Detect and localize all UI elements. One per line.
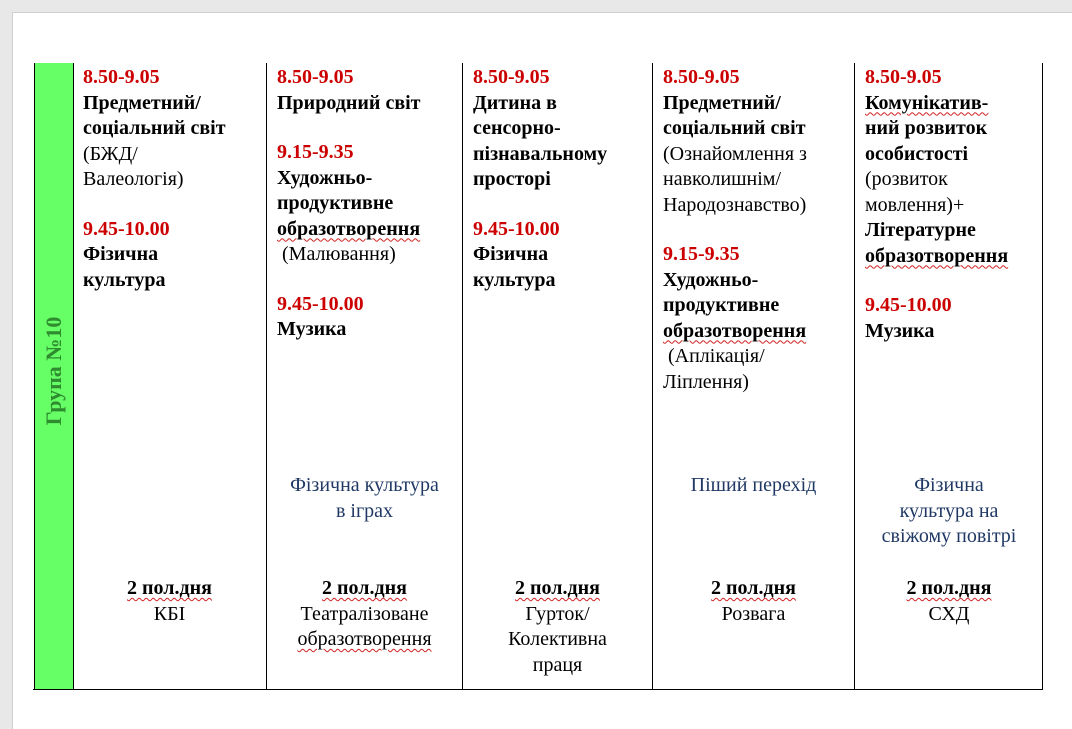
lesson-text: соціальний світ [83, 117, 226, 139]
afternoon-line: в іграх [335, 499, 394, 522]
half-day-activity [467, 627, 648, 653]
lesson-text: Дитина в [473, 91, 557, 114]
lesson-text: продуктивне [277, 192, 394, 214]
day-column-2 [267, 63, 462, 689]
lesson-text: Предметний/ [83, 91, 201, 114]
morning-lessons [663, 65, 850, 395]
second-half-day [467, 576, 648, 678]
half-day-label [859, 576, 1039, 602]
lesson-text: ний розвиток [865, 117, 988, 139]
lesson-note [83, 167, 262, 193]
second-half-day [859, 576, 1039, 627]
column-divider [652, 63, 653, 689]
lesson-text: (Ознайомлення з [663, 142, 807, 165]
lesson-text: просторі [473, 168, 551, 190]
lesson-subject [473, 268, 648, 294]
lesson-text: Музика [865, 319, 935, 342]
lesson-subject [277, 166, 458, 192]
lesson-text: Предметний/ [663, 91, 781, 114]
lesson-text: Ліплення) [663, 370, 749, 393]
lesson-text: (розвиток [865, 168, 948, 190]
lesson-subject [663, 293, 850, 319]
half-day-label [77, 576, 262, 602]
lesson-text: Літературне [865, 219, 976, 241]
column-divider [854, 63, 855, 689]
lesson-text: образотворення [865, 244, 1009, 267]
morning-lessons [83, 65, 262, 293]
lesson-note [277, 242, 458, 268]
half-day-activity [77, 602, 262, 628]
activity-text: праця [532, 653, 583, 676]
lesson-time: 8.50-9.05 [865, 66, 942, 88]
half-day-label [657, 576, 850, 602]
lesson-text: Фізична [473, 243, 549, 265]
afternoon-line: свіжому повітрі [881, 525, 1017, 547]
spacer [473, 193, 648, 217]
half-day-label [271, 576, 458, 602]
lesson-subject [83, 91, 262, 117]
afternoon-line: Фізична культура [290, 474, 439, 496]
lesson-subject [865, 319, 1039, 345]
lesson-text: Природний світ [277, 91, 421, 114]
spacer [83, 193, 262, 217]
lesson-subject [865, 91, 1039, 117]
column-divider [462, 63, 463, 689]
activity-text: КБІ [153, 602, 186, 625]
lesson-subject [663, 116, 850, 142]
lesson-subject [865, 116, 1039, 142]
spacer [277, 268, 458, 292]
lesson-text: (Малювання) [277, 243, 396, 265]
second-half-day [657, 576, 850, 627]
lesson-time: 8.50-9.05 [83, 66, 160, 88]
half-day-activity [657, 602, 850, 628]
activity-text: Колективна [508, 628, 607, 650]
second-half-day [77, 576, 262, 627]
half-day-text: 2 пол.дня [127, 577, 212, 599]
lesson-text: (БЖД/ [83, 142, 138, 165]
document-page [12, 12, 1072, 729]
afternoon-activity [271, 473, 458, 524]
half-day-activity [859, 602, 1039, 628]
half-day-activity [271, 602, 458, 628]
lesson-subject [277, 217, 458, 243]
lesson-text: особистості [865, 142, 969, 165]
lesson-subject [663, 268, 850, 294]
lesson-subject [277, 91, 458, 117]
afternoon-activity [657, 473, 850, 499]
spacer [277, 116, 458, 140]
lesson-note [865, 193, 1039, 219]
lesson-text: Художньо- [663, 268, 759, 291]
half-day-activity [467, 653, 648, 679]
lesson-text: соціальний світ [663, 117, 806, 139]
day-column-5 [855, 63, 1043, 689]
lesson-note [663, 193, 850, 219]
lesson-text: сенсорно- [473, 117, 561, 139]
morning-lessons [277, 65, 458, 343]
lesson-time: 8.50-9.05 [663, 66, 740, 88]
column-divider [266, 63, 267, 689]
lesson-note [663, 370, 850, 396]
afternoon-line: Піший перехід [690, 474, 817, 496]
lesson-text: культура [473, 268, 556, 291]
half-day-activity [467, 602, 648, 628]
day-column-4 [653, 63, 854, 689]
activity-text: образотворення [297, 628, 432, 650]
lesson-time: 9.45-10.00 [83, 217, 170, 240]
lesson-text: Художньо- [277, 166, 373, 189]
lesson-text: культура [83, 268, 166, 291]
lesson-text: продуктивне [663, 294, 780, 316]
lesson-time: 8.50-9.05 [473, 66, 550, 88]
lesson-subject [473, 116, 648, 142]
lesson-subject [83, 268, 262, 294]
lesson-subject [473, 91, 648, 117]
lesson-time: 9.15-9.35 [277, 141, 354, 163]
lesson-subject [663, 319, 850, 345]
column-divider [1042, 63, 1043, 689]
lesson-subject [663, 91, 850, 117]
lesson-note [663, 344, 850, 370]
activity-text: Розвага [721, 602, 786, 625]
spacer [663, 218, 850, 242]
lesson-time: 9.45-10.00 [473, 217, 560, 240]
lesson-subject [277, 317, 458, 343]
lesson-subject [83, 116, 262, 142]
morning-lessons [865, 65, 1039, 344]
spacer [865, 269, 1039, 293]
lesson-text: образотворення [663, 319, 807, 342]
day-column-1 [73, 63, 266, 689]
lesson-text: Народознавство) [663, 193, 807, 216]
activity-text: Театралізоване [300, 602, 429, 625]
activity-text: Гурток/ [525, 602, 590, 625]
lesson-subject [865, 142, 1039, 168]
lesson-time: 9.45-10.00 [277, 292, 364, 315]
lesson-text: Комунікатив- [865, 91, 989, 114]
afternoon-activity [859, 473, 1039, 550]
half-day-activity [271, 627, 458, 653]
half-day-text: 2 пол.дня [322, 577, 407, 599]
activity-text: СХД [928, 602, 970, 625]
half-day-text: 2 пол.дня [711, 577, 796, 599]
afternoon-line: культура на [899, 499, 999, 522]
lesson-subject [473, 167, 648, 193]
lesson-note [663, 167, 850, 193]
second-half-day [271, 576, 458, 653]
day-column-3 [463, 63, 652, 689]
lesson-subject [865, 218, 1039, 244]
lesson-subject [277, 191, 458, 217]
group-cell [34, 63, 74, 689]
lesson-note [663, 142, 850, 168]
lesson-time: 9.15-9.35 [663, 243, 740, 265]
schedule-table [33, 63, 1043, 690]
lesson-subject [83, 242, 262, 268]
lesson-subject [865, 244, 1039, 270]
lesson-text: образотворення [277, 217, 421, 240]
group-label: Група №10 [41, 316, 66, 426]
morning-lessons [473, 65, 648, 293]
half-day-label [467, 576, 648, 602]
lesson-text: Валеологія) [83, 168, 184, 190]
lesson-text: пізнавальному [473, 142, 608, 165]
lesson-note [865, 167, 1039, 193]
lesson-text: (Аплікація/ [663, 345, 765, 367]
lesson-time: 8.50-9.05 [277, 66, 354, 88]
lesson-text: мовлення)+ [865, 193, 965, 216]
lesson-subject [473, 142, 648, 168]
half-day-text: 2 пол.дня [906, 577, 992, 599]
lesson-text: Музика [277, 318, 347, 340]
afternoon-line: Фізична [914, 474, 984, 496]
lesson-text: навколишнім/ [663, 168, 782, 190]
lesson-subject [473, 242, 648, 268]
half-day-text: 2 пол.дня [515, 577, 600, 599]
lesson-note [83, 142, 262, 168]
lesson-time: 9.45-10.00 [865, 294, 952, 316]
lesson-text: Фізична [83, 243, 159, 265]
